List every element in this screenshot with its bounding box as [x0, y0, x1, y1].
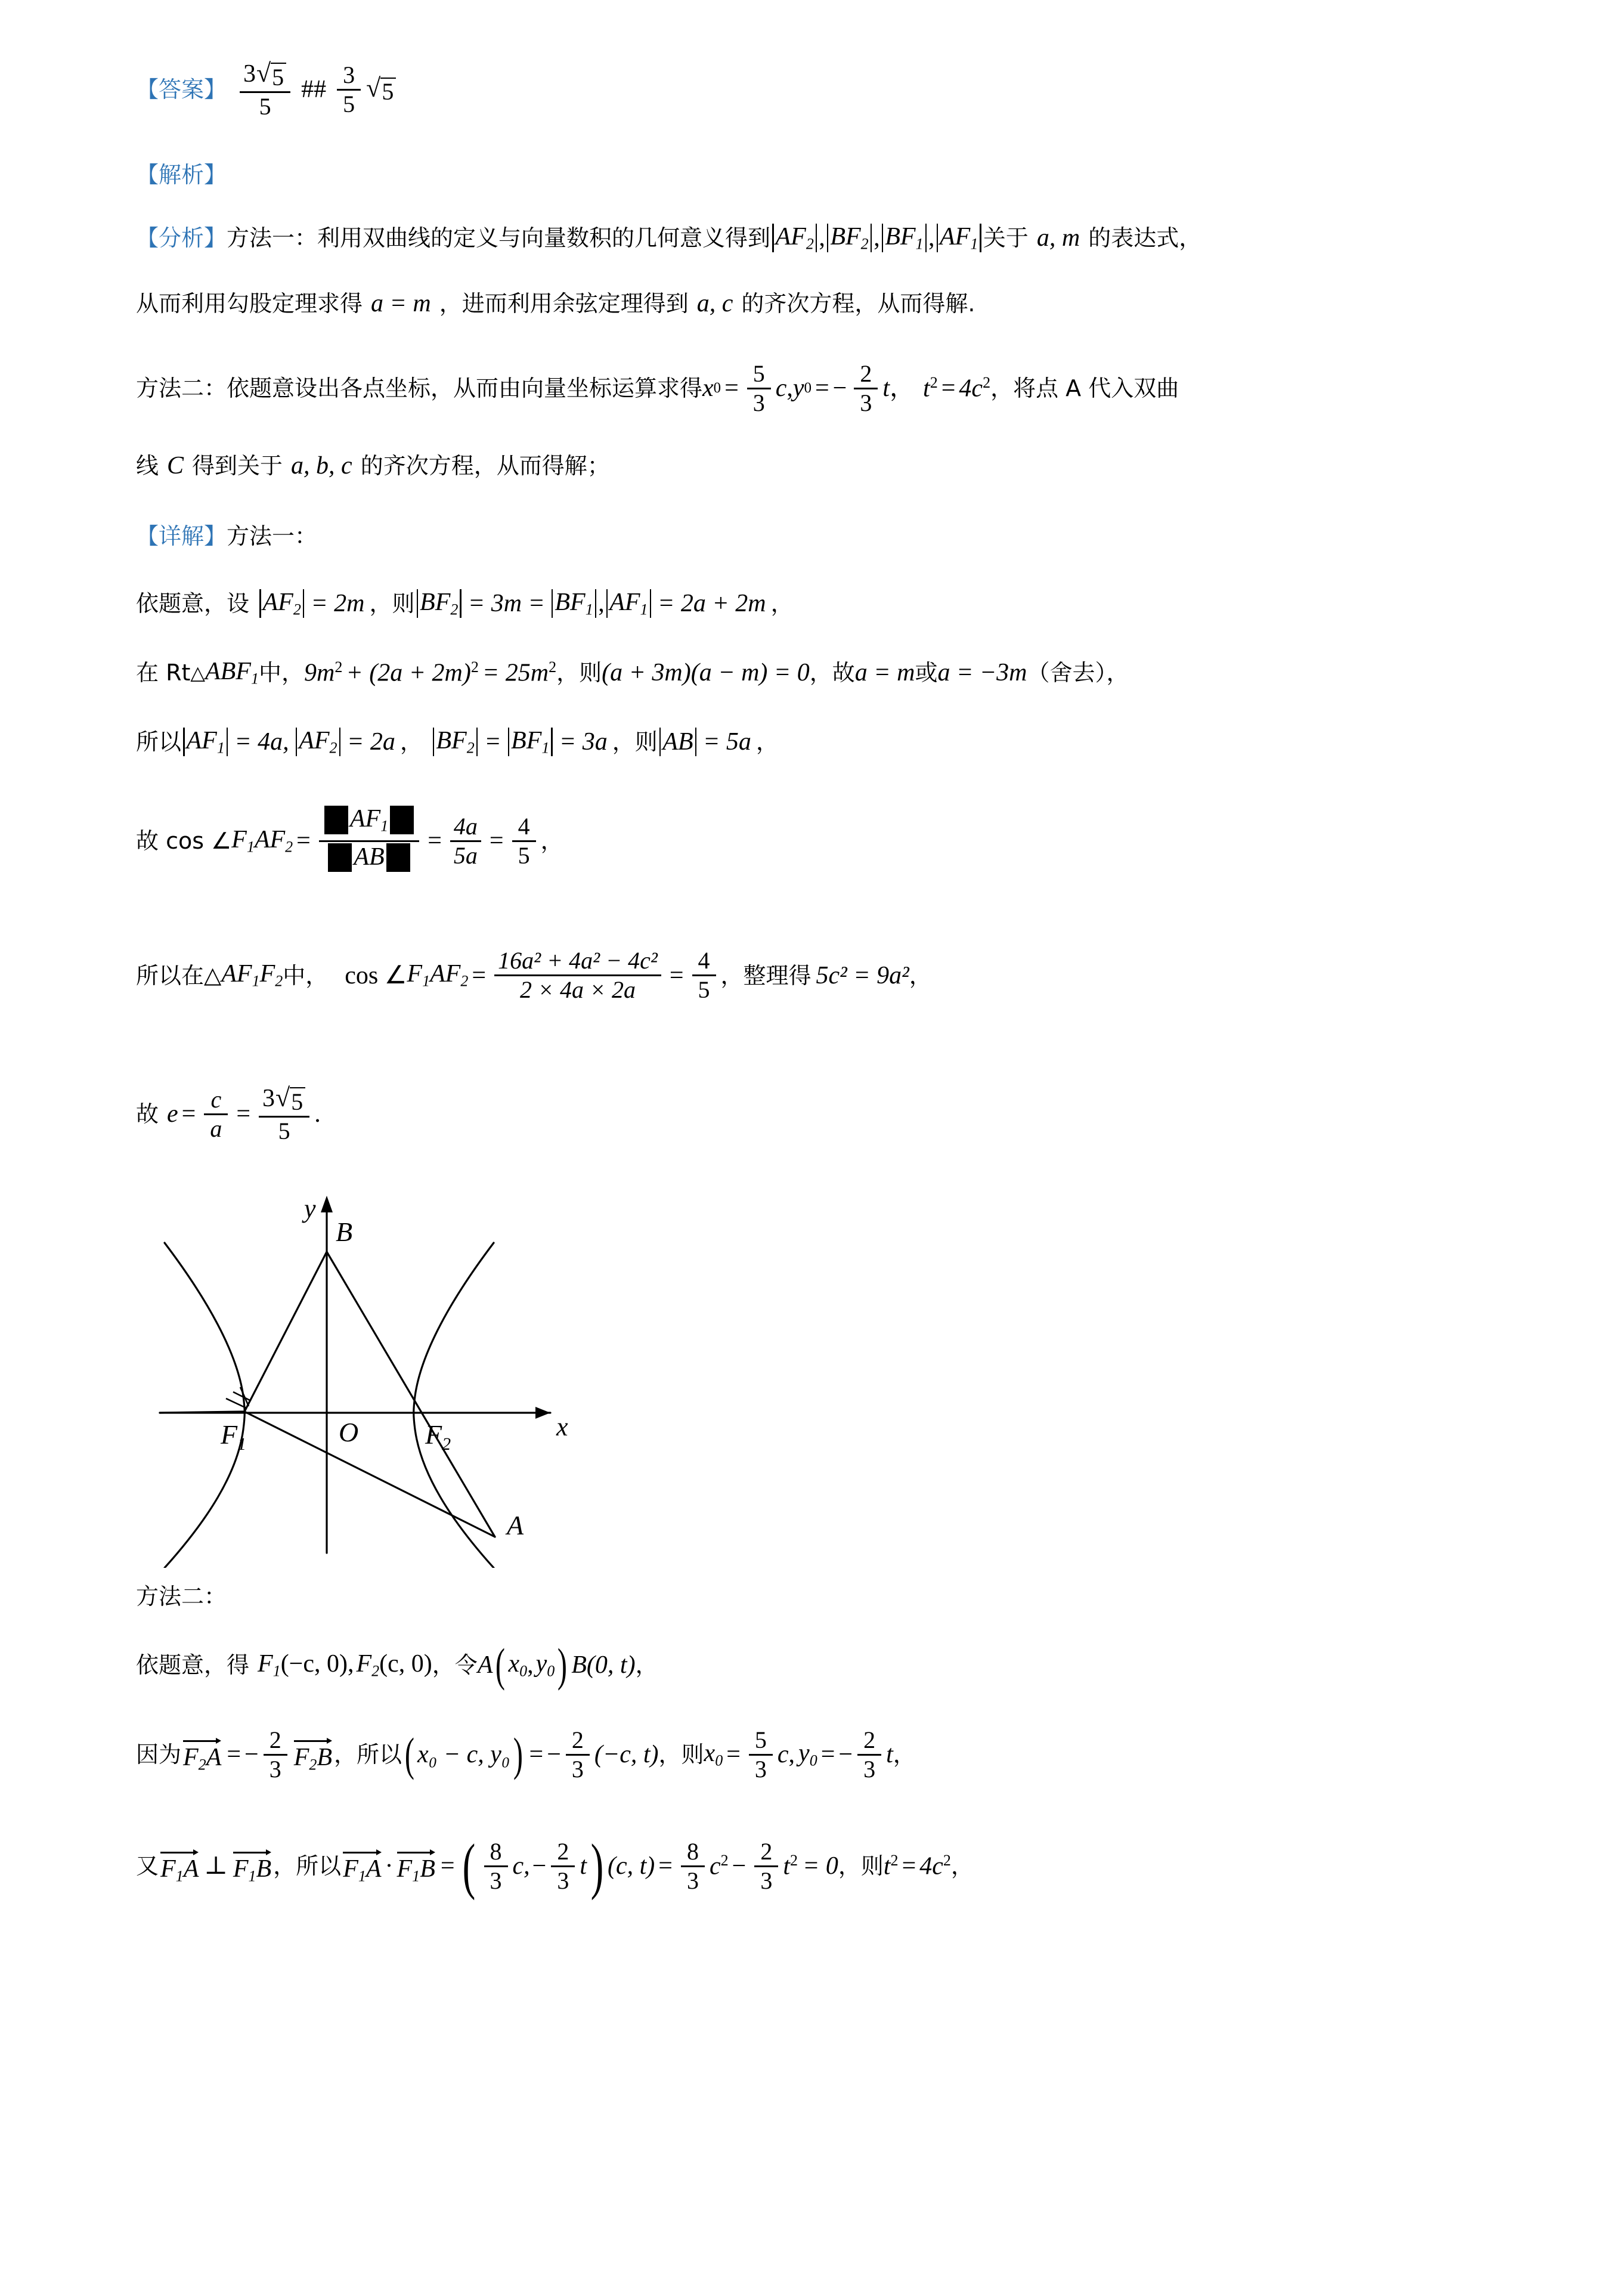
vector-F1B: $F_1B$	[233, 1848, 271, 1884]
analysis-line2-a: 从而利用勾股定理求得	[136, 290, 363, 317]
point-label-B: B	[336, 1217, 353, 1247]
d-l3-eq4: = 3a	[559, 728, 608, 756]
d-l5-result: 5c² = 9a²	[816, 961, 909, 989]
vector-F2A: $F_2A$	[183, 1736, 221, 1772]
frac-5-3: $\frac{5}{3}$	[747, 360, 771, 417]
m2-y0-tail: t	[886, 1741, 893, 1768]
detail-label: 【详解】	[136, 523, 227, 549]
m2-x0-tail: c	[777, 1741, 789, 1768]
analysis-method2-suffix: ，将点 A 代入双曲	[990, 375, 1179, 401]
d-l1-eq3: = 2a + 2m	[658, 590, 766, 617]
c-squared: $c^2$	[709, 1852, 729, 1880]
d-l5-c: ，整理得	[720, 962, 811, 989]
point-label-O: O	[339, 1417, 359, 1447]
point-A-symbol: A	[477, 1651, 493, 1679]
A-y0: $y_0$	[535, 1650, 555, 1680]
F1-coord: $F_1(-c$, 0),	[258, 1650, 354, 1680]
frac-8-3: $\frac{8}{3}$	[484, 1838, 508, 1895]
d-l6-end: .	[314, 1100, 321, 1128]
detail-m2-line-2: 因为 $F_2A$ = − $\frac{2}{3}$ $F_2B$ ，所以 ( x₀ − c, y₀ ) = − $\frac{2}{3}$ (−c, t) ，则 $x_0$ = $\frac{5}{3}$ c , $y_0$ = − $\frac{2}{3}$ t ，	[136, 1726, 916, 1783]
x0-tail: c	[775, 375, 787, 402]
answer-fraction-1-numerator	[240, 59, 290, 91]
abs-AF2: $AF_2$	[294, 728, 342, 756]
frac-4a-5a: $\frac{4a}{5a}$	[450, 813, 481, 869]
sqrt-icon: √ 5	[275, 1085, 305, 1115]
answer-label: 【答案】	[136, 76, 227, 103]
d-l3-eq2: = 2a	[347, 728, 395, 756]
answer-line	[136, 57, 1507, 122]
axis-left-extension	[160, 1412, 244, 1413]
hyperbola-right-branch	[414, 1243, 494, 1568]
point-label-A: A	[507, 1510, 524, 1540]
cos-label: cos ∠	[345, 961, 407, 989]
t-squared: $t^2$	[923, 374, 938, 403]
m2-l2-a: 因为	[136, 1741, 182, 1768]
abs-AF1: $AF_1$	[935, 224, 983, 252]
d-l2-d: ，故	[809, 660, 855, 686]
F2-coord: $F_2(c$, 0)	[356, 1650, 432, 1680]
analysis-method1-suffix: 的表达式，	[1088, 225, 1202, 251]
A-x0: $x_0$	[508, 1650, 528, 1680]
vector-F1B-2: $F_1B$	[397, 1848, 435, 1884]
answer-form2-radicand: 5	[380, 78, 396, 104]
abs-AF1: $AF_1$	[181, 728, 230, 756]
d-l2-e: 或	[915, 660, 938, 686]
m2l2-b: 得到关于	[192, 453, 283, 479]
frac-2-3-b: $\frac{2}{3}$	[754, 1838, 778, 1895]
m2-x0: $x_0$	[704, 1739, 723, 1769]
comp1-tail: c,	[512, 1852, 530, 1880]
vector-F1A: $F_1A$	[160, 1848, 199, 1884]
curve-C: C	[167, 452, 184, 479]
triangle-icon: △	[190, 662, 205, 683]
x0-var: x	[702, 375, 714, 402]
perpendicular-icon: ⊥	[204, 1852, 228, 1880]
comp2-tail: t	[580, 1852, 587, 1880]
analysis-method2-line-2	[136, 445, 1507, 487]
d-l3-b: ，	[399, 729, 423, 755]
m2-l1-end: ，	[635, 1652, 658, 1678]
answer-fraction-1-denominator: 5	[259, 92, 271, 120]
d-l6-a: 故	[136, 1101, 159, 1127]
abs-BF1: $BF_1$	[550, 589, 598, 618]
abs-AF2: $AF_2$	[258, 589, 306, 618]
m2-l2-rhs: (−c, t)	[594, 1741, 659, 1768]
d-l2-eq: $9m^2$	[304, 658, 343, 687]
analysis-line-1: 【分析】 方法一：利用双曲线的定义与向量数积的几何意义得到 $AF_2$ , $BF_2$ , $BF_1$ , $AF_1$ 关于 a, m 的表达式，	[136, 222, 1202, 253]
d-l2-eq3: = $25m^2$	[482, 658, 557, 687]
sqrt-icon: √ 5	[256, 60, 286, 90]
abs-BF2: $BF_2$	[415, 589, 463, 618]
answer-fraction-2-denominator: 5	[343, 90, 355, 117]
frac-5-3: $\frac{5}{3}$	[749, 1726, 773, 1783]
sqrt-icon: √ 5	[366, 75, 396, 104]
point-label-F2: $F_2$	[425, 1419, 451, 1454]
d-l2-am: a = m	[854, 659, 915, 686]
triangle-icon: △	[204, 963, 222, 988]
method2-title: 方法二：	[136, 1583, 227, 1610]
frac-lawofcosines: $\frac{\text{16a² + 4a² − 4c²}}{2 \times 4a \times 2a}$	[494, 947, 661, 1004]
detail-line-2	[136, 650, 1507, 695]
d-l4-a: 故 cos ∠	[136, 828, 232, 854]
analysis-method2-line-1: 方法二：依题意设出各点坐标，从而由向量坐标运算求得 x 0 = $\frac{5}{3}$ c , y 0 = − $\frac{2}{3}$ t ， $t^2$ = $4c^2$ ，将点 A 代入双曲	[136, 360, 1179, 416]
explanation-line	[136, 155, 1507, 194]
x-axis-arrow	[535, 1407, 550, 1419]
m2-y0: $y_0$	[798, 1739, 817, 1769]
frac-2-3: $\frac{2}{3}$	[566, 1726, 590, 1783]
d-l3-a: 所以	[136, 729, 182, 755]
dot-product-icon: ·	[385, 1852, 394, 1880]
m2-l2-lhs: x₀ − c, y₀	[417, 1741, 510, 1768]
equals-zero: = 0	[803, 1852, 838, 1880]
d-l5-end: ，	[909, 962, 932, 989]
m2-l1-b: ，令	[432, 1652, 478, 1678]
d-l2-a: 在 Rt	[136, 660, 191, 686]
point-B-coord: B(0, t)	[571, 1651, 636, 1679]
d-l3-eq5: = 5a	[703, 728, 751, 756]
explanation-label: 【解析】	[136, 162, 227, 188]
m2-l3-end: ，	[950, 1853, 974, 1879]
hyperbola-svg	[154, 1186, 583, 1568]
abs-BF2: $BF_2$	[825, 224, 874, 252]
y-axis-arrow	[321, 1196, 333, 1212]
detail-m2-line-1	[136, 1639, 1507, 1691]
m2l2-c: 的齐次方程，从而得解；	[360, 453, 610, 479]
m2-l1-a: 依题意，得	[136, 1652, 250, 1678]
frac-c-a: $\frac{c}{a}$	[204, 1086, 228, 1143]
paren-vector-components: ( $\frac{8}{3}$ c, − $\frac{2}{3}$ t )	[462, 1831, 604, 1901]
analysis-method1-mid: 关于	[983, 225, 1029, 251]
analysis-line2-vars: a, c	[696, 290, 733, 317]
d-l4-end: ，	[540, 828, 563, 854]
abs-BF2: $BF_2$	[431, 728, 479, 756]
analysis-line2-eq: a = m	[371, 290, 431, 317]
abs-AF2: $AF_2$	[770, 224, 819, 252]
d-l2-eq2: + $(2a + 2m)^2$	[346, 658, 479, 687]
d-l3-d: ，	[755, 729, 779, 755]
vector-F2B: $F_2B$	[294, 1736, 332, 1772]
abs-AB: AB	[658, 728, 698, 756]
d-l1-a: 依题意，设	[136, 590, 250, 617]
t2-final: $t^2$	[883, 1852, 899, 1880]
detail-line-6: 故 e = $\frac{c}{a}$ = 3 √ 5 5 .	[136, 1082, 321, 1144]
d-l2-abf1: $ABF_1$	[205, 657, 259, 688]
d-l2-a3m: a = −3m	[937, 659, 1027, 686]
detail-line-4: 故 cos ∠ $F_1AF_2$ = $\frac{AF_1}{AB}$ = $\frac{4a}{5a}$ = $\frac{4}{5}$ ，	[136, 793, 1507, 889]
hyperbola-figure	[154, 1186, 1507, 1571]
tri-AF1F2: $AF_1F_2$	[221, 960, 283, 990]
abs-BF1: $BF_1$	[506, 728, 555, 756]
analysis-method1-prefix: 方法一：利用双曲线的定义与向量数积的几何意义得到	[227, 225, 771, 251]
right-angle-marker	[226, 1387, 251, 1408]
document-content	[136, 0, 1507, 1911]
m2-l3-a: 又	[136, 1853, 159, 1879]
y0-var: y	[792, 375, 804, 402]
d-l2-c: ，则	[556, 660, 602, 686]
detail-line-1: 依题意，设 $AF_2$ = 2m ，则 $BF_2$ = 3m = $BF_1$ , $AF_1$ = 2a + 2m ，	[136, 588, 794, 618]
analysis-method2-prefix: 方法二：依题意设出各点坐标，从而由向量坐标运算求得	[136, 375, 703, 401]
d-l3-eq3: =	[484, 728, 501, 756]
analysis-line2-b: ，进而利用余弦定理得到	[439, 290, 689, 317]
detail-method2-title	[136, 1576, 1507, 1617]
eccentricity-symbol: e	[167, 1100, 178, 1128]
frac-3sqrt5-5: 3 √ 5 5	[259, 1084, 309, 1145]
vector-ct: (c, t)	[607, 1852, 655, 1880]
paren-A-coords: ( $x_0$ , $y_0$ )	[495, 1639, 568, 1691]
answer-num-3: 3	[243, 60, 256, 88]
detail-line-3	[136, 719, 1507, 765]
frac-4-5: $\frac{4}{5}$	[512, 813, 536, 869]
d-l2-b: 中，	[258, 660, 304, 686]
d-l3-c: ，则	[612, 729, 658, 755]
answer-radicand: 5	[271, 63, 286, 90]
x-axis-label: x	[556, 1412, 568, 1441]
m2-l2-c: ，则	[658, 1741, 704, 1768]
y0-tail: t	[882, 375, 890, 402]
d-l1-end: ，	[770, 590, 794, 617]
analysis-line-2	[136, 283, 1507, 324]
frac-8-3-b: $\frac{8}{3}$	[681, 1838, 705, 1895]
angle-F1AF2: $F_1AF_2$	[231, 825, 293, 856]
d-l5-b: 中，	[283, 962, 329, 989]
point-label-F1: $F_1$	[221, 1419, 247, 1454]
m2-l3-c: ，则	[838, 1853, 884, 1879]
m2l2-vars: a, b, c	[291, 452, 352, 479]
detail-m2-line-3: 又 $F_1A$ ⊥ $F_1B$ ，所以 $F_1A$ · $F_1B$ = ( $\frac{8}{3}$ c, − $\frac{2}{3}$ t ) (c, t) = $\frac{8}{3}$ $c^2$ − $\frac{2}{3}$ $t^2$ = 0 ，则 $t^2$ = $4c^2$ ，	[136, 1831, 974, 1901]
analysis-method1-vars: a, m	[1036, 224, 1080, 252]
d-l1-eq1: = 2m	[311, 590, 365, 617]
answer-fraction-2	[337, 61, 361, 118]
d-l1-eq2: = 3m =	[467, 590, 545, 617]
paren-lhs: ( x₀ − c, y₀ )	[404, 1728, 523, 1781]
vector-F1A-2: $F_1A$	[343, 1848, 381, 1884]
detail-header	[136, 515, 1507, 557]
detail-line-5: 所以在 △ $AF_1F_2$ 中， cos ∠ $F_1AF_2$ = $\frac{\text{16a² + 4a² − 4c²}}{2 \times 4a \times 2a}$ = $\frac{4}{5}$ ，整理得 5c² = 9a² ，	[136, 947, 932, 1003]
abs-BF1: $BF_1$	[880, 224, 928, 252]
segment-BF1	[244, 1252, 327, 1412]
m2l2-a: 线	[136, 453, 159, 479]
m2-l2-end: ，	[893, 1741, 916, 1768]
frac-2-3: $\frac{2}{3}$	[551, 1838, 575, 1895]
frac-2-3: $\frac{2}{3}$	[264, 1726, 287, 1783]
frac-4-5: $\frac{4}{5}$	[692, 947, 716, 1004]
d-l2-fact: (a + 3m)(a − m) = 0	[602, 659, 810, 686]
m2-l3-b: ，所以	[273, 1853, 342, 1879]
y-axis-label: y	[304, 1194, 316, 1223]
analysis-line2-c: 的齐次方程，从而得解.	[741, 290, 975, 317]
4c2-final: $4c^2$	[919, 1852, 951, 1880]
hyperbola-left-branch	[165, 1243, 247, 1568]
t-squared-rhs: $4c^2$	[959, 374, 991, 403]
detail-method1-title: 方法一：	[227, 523, 318, 549]
answer-fraction-1	[240, 59, 290, 120]
d-l1-b: ，则	[369, 590, 415, 617]
d-l5-a: 所以在	[136, 962, 205, 989]
m2-l2-b: ，所以	[334, 1741, 402, 1768]
angle-F1AF2-2: $F_1AF_2$	[407, 960, 469, 990]
d-l2-f: （舍去），	[1027, 660, 1129, 686]
frac-2-3: $\frac{2}{3}$	[854, 360, 878, 417]
frac-AF1-AB: $\frac{AF_1}{AB}$	[319, 804, 419, 878]
t-squared-b: $t^2$	[783, 1852, 798, 1880]
answer-fraction-2-numerator: 3	[343, 61, 355, 88]
analysis-label: 【分析】	[136, 225, 227, 251]
frac-2-3: $\frac{2}{3}$	[857, 1726, 881, 1783]
hash-separator: ##	[301, 76, 327, 103]
d-l3-eq1: = 4a,	[234, 728, 289, 756]
abs-AF1: $AF_1$	[605, 589, 653, 618]
